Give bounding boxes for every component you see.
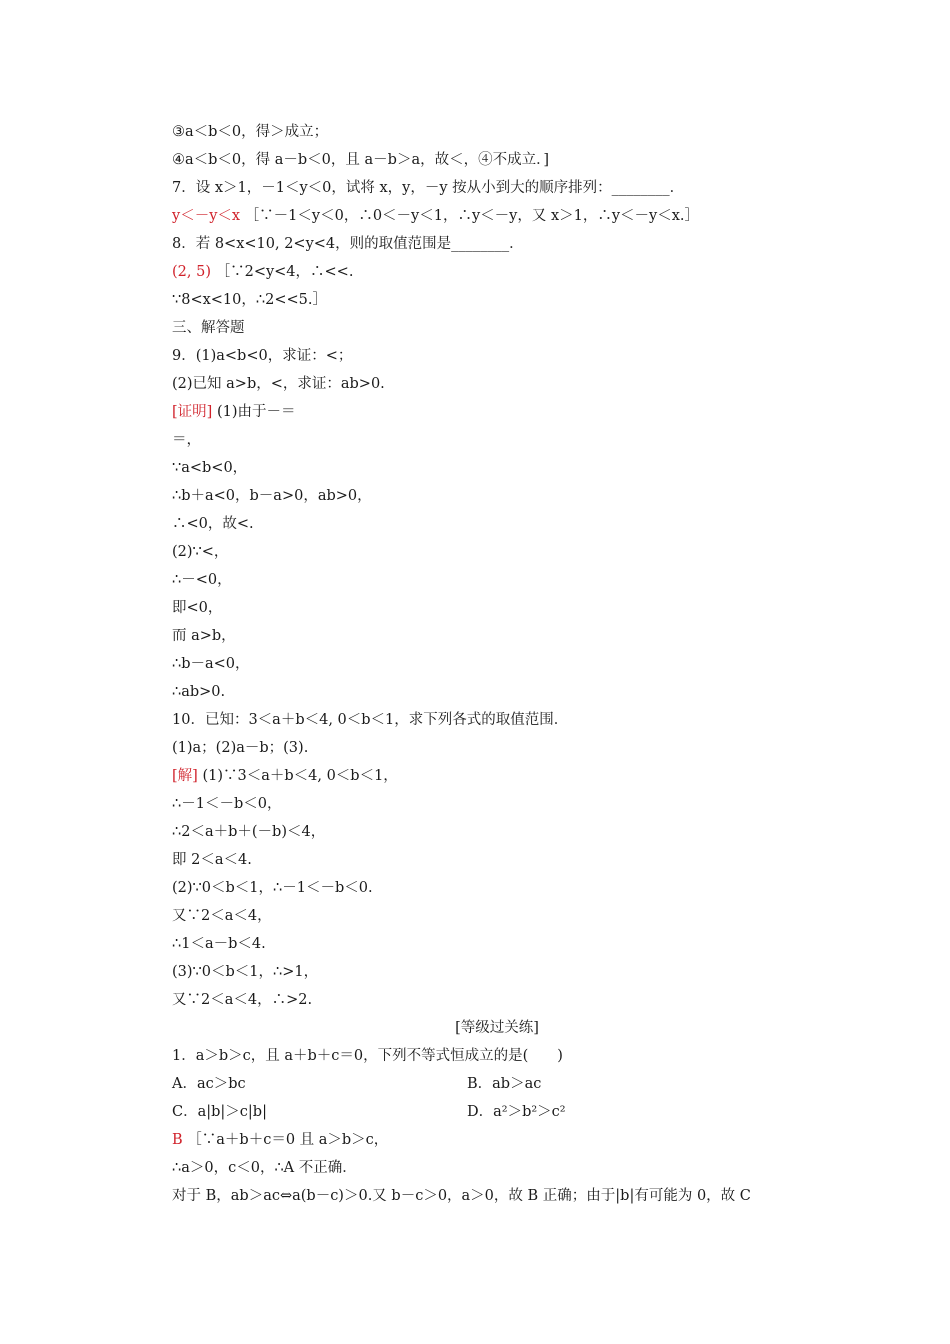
- text-line: 即 2＜a＜4.: [172, 852, 252, 868]
- answer-label: (2, 5): [172, 264, 211, 280]
- text-line: ∴<0，故<.: [172, 516, 254, 532]
- proof-label: [证明]: [172, 404, 213, 420]
- text-line: ∴a＞0，c＜0，∴A 不正确．: [172, 1160, 357, 1176]
- text-line: (2)已知 a>b，<，求证：ab>0.: [172, 376, 385, 392]
- question-1: 1．a＞b＞c，且 a＋b＋c＝0，下列不等式恒成立的是( ): [172, 1048, 563, 1064]
- text-line: ∵a<b<0，: [172, 460, 248, 476]
- answer-8: (2, 5) ［∵2<y<4，∴<<.: [172, 264, 354, 280]
- text-line: ∴b－a<0，: [172, 656, 250, 672]
- text-line: ∴1＜a－b＜4.: [172, 936, 266, 952]
- option-d: D．a²＞b²＞c²: [467, 1104, 566, 1120]
- text-line: ③a＜b＜0，得＞成立；: [172, 124, 329, 140]
- options-row-1: [172, 1071, 822, 1097]
- text-line: (1)a；(2)a－b；(3).: [172, 740, 309, 756]
- text-line: ∴2＜a＋b＋(－b)＜4，: [172, 824, 326, 840]
- text-line: 而 a>b，: [172, 628, 236, 644]
- text-line: 又∵2＜a＜4，∴>2.: [172, 992, 313, 1008]
- solution-start: [解] (1)∵3＜a＋b＜4, 0＜b＜1，: [172, 768, 398, 784]
- question-7: 7．设 x＞1，－1＜y＜0，试将 x，y，－y 按从小到大的顺序排列：________．: [172, 180, 685, 196]
- text-line: ∴－1＜－b＜0，: [172, 796, 282, 812]
- answer-1: B ［∵a＋b＋c＝0 且 a＞b＞c，: [172, 1132, 389, 1148]
- option-a: A．ac＞bc: [172, 1076, 246, 1092]
- text-line: ∴b＋a<0，b－a>0，ab>0，: [172, 488, 372, 504]
- question-10: 10．已知：3＜a＋b＜4, 0＜b＜1，求下列各式的取值范围．: [172, 712, 569, 728]
- option-b: B．ab＞ac: [467, 1076, 542, 1092]
- solution-label: [解]: [172, 768, 198, 784]
- text-line: ∵8<x<10，∴2<<5.］: [172, 292, 327, 308]
- answer-label: y＜－y＜x: [172, 208, 241, 224]
- section-heading: 三、解答题: [172, 320, 245, 336]
- proof-start: [证明] (1)由于－＝: [172, 404, 296, 420]
- text-line: 对于 B，ab＞ac⇔a(b－c)＞0.又 b－c＞0，a＞0，故 B 正确；由于|b|有可能为 0，故 C: [172, 1188, 751, 1204]
- text-line: (2)∵<，: [172, 544, 229, 560]
- text-line: 即<0，: [172, 600, 223, 616]
- section-title: [等级过关练]: [455, 1020, 539, 1036]
- text-line: ∴ab>0.: [172, 684, 226, 700]
- options-row-2: [172, 1099, 822, 1125]
- question-9: 9．(1)a<b<0，求证：<；: [172, 348, 353, 364]
- text-line: 又∵2＜a＜4，: [172, 908, 272, 924]
- text-line: ④a＜b＜0，得 a－b＜0，且 a－b＞a，故＜，④不成立．]: [172, 152, 549, 168]
- question-8: 8．若 8<x<10, 2<y<4，则的取值范围是________．: [172, 236, 524, 252]
- text-line: ＝，: [172, 432, 201, 448]
- text-line: ∴－<0，: [172, 572, 232, 588]
- text-line: (2)∵0＜b＜1，∴－1＜－b＜0.: [172, 880, 373, 896]
- text-line: (3)∵0＜b＜1，∴>1，: [172, 964, 319, 980]
- answer-label: B: [172, 1132, 183, 1148]
- answer-7: y＜－y＜x ［∵－1＜y＜0，∴0＜－y＜1，∴y＜－y，又 x＞1，∴y＜－y＜x.］: [172, 208, 700, 224]
- option-c: C．a|b|＞c|b|: [172, 1104, 267, 1120]
